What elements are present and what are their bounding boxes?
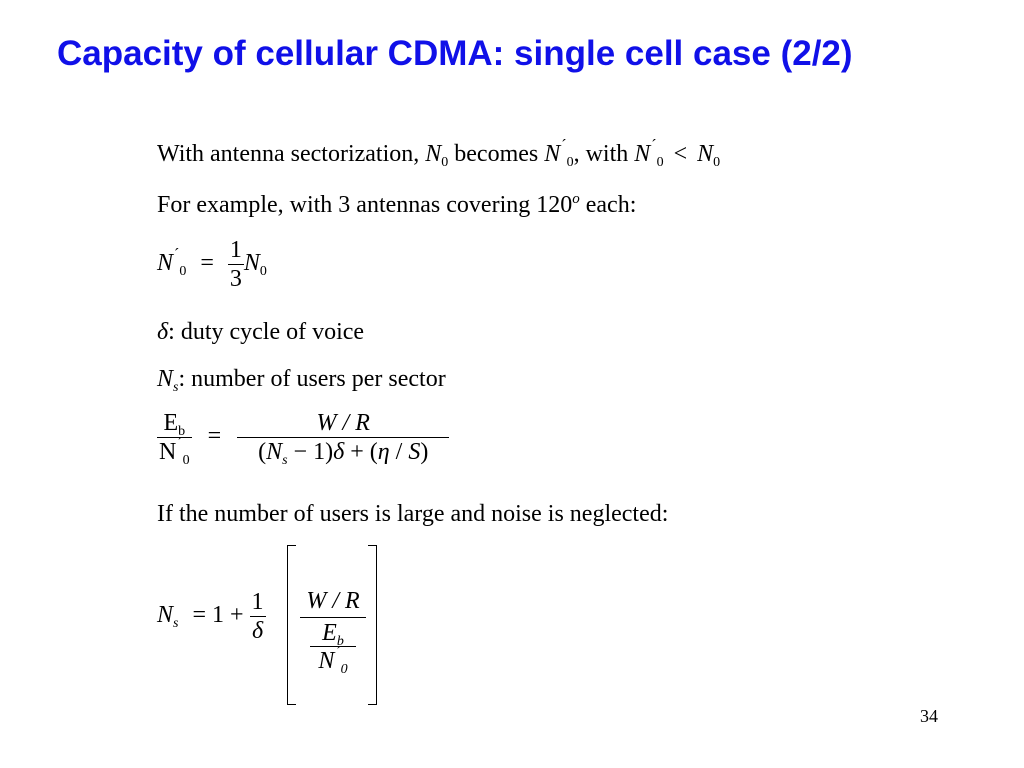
text-segment: : duty cycle of voice (168, 319, 365, 345)
subscript-zero: 0 (441, 155, 449, 170)
fraction-one-third (228, 236, 244, 293)
denominator: 3 (229, 266, 242, 292)
text-segment: with (579, 141, 635, 167)
numerator: $E_b$ (163, 410, 186, 439)
fraction-wr-interference (237, 409, 449, 466)
text-segment: : number of users per sector (178, 366, 446, 392)
numerator: 1 (251, 589, 264, 615)
large-users-line (157, 501, 668, 528)
fraction-eb-n0 (157, 409, 192, 466)
prime-mark: ´ (174, 246, 180, 264)
prime-mark: ´ (651, 137, 657, 154)
left-bracket (287, 545, 296, 705)
denominator: δ (251, 618, 264, 644)
prime-mark: ´ (561, 137, 567, 154)
subscript-zero: 0 (566, 155, 574, 170)
text-segment: With antenna sectorization, (157, 141, 426, 167)
symbol-n: N (425, 141, 442, 167)
equals-sign: = (207, 423, 222, 450)
symbol-n: N (697, 141, 714, 167)
degree-mark: o (572, 191, 580, 207)
denominator: $N^´_0$ (159, 435, 190, 468)
equals-one-plus: = 1 + (192, 602, 244, 629)
numerator: W / R (316, 410, 370, 436)
text-segment: For example, with 3 antennas covering 120 (157, 192, 573, 218)
subscript-zero: 0 (713, 155, 721, 170)
equation-sectorization (157, 236, 267, 293)
subscript-zero: 0 (259, 264, 267, 280)
symbol-n: N (157, 602, 174, 629)
slide-title: Capacity of cellular CDMA: single cell case (2/2) (57, 34, 853, 73)
numerator: 1 (229, 237, 242, 263)
symbol-n: N (544, 141, 561, 167)
text-segment: If the number of users is large and noise is neglected: (157, 501, 669, 527)
duty-cycle-line (157, 319, 364, 346)
subscript-s: s (173, 380, 179, 395)
nested-fraction (300, 587, 366, 675)
equation-eb-n0 (157, 409, 449, 466)
users-per-sector-line (157, 366, 446, 393)
text-segment: becomes (448, 141, 545, 167)
right-bracket (368, 545, 377, 705)
subscript-zero: 0 (179, 264, 187, 280)
symbol-n: N (243, 250, 260, 277)
less-than: < (673, 141, 688, 167)
numerator-wr: W / R (306, 588, 360, 614)
eb-over-n0: $E_b$ $N^´_0$ (300, 620, 366, 675)
denominator: $(N_s - 1)\delta + (\eta / S)$ (258, 439, 429, 468)
equals-sign: = (200, 250, 214, 277)
delta-symbol: δ (157, 319, 169, 345)
equation-capacity (157, 588, 266, 645)
symbol-n: N (634, 141, 651, 167)
sectorization-line (157, 137, 721, 170)
symbol-n: N (157, 250, 174, 277)
text-segment: each: (579, 192, 637, 218)
page-number: 34 (920, 706, 938, 726)
example-line (157, 192, 636, 219)
symbol-n: N (157, 366, 174, 392)
comma: , (573, 141, 580, 167)
subscript-zero: 0 (656, 155, 664, 170)
subscript-s: s (173, 616, 179, 632)
fraction-one-over-delta (250, 588, 266, 645)
